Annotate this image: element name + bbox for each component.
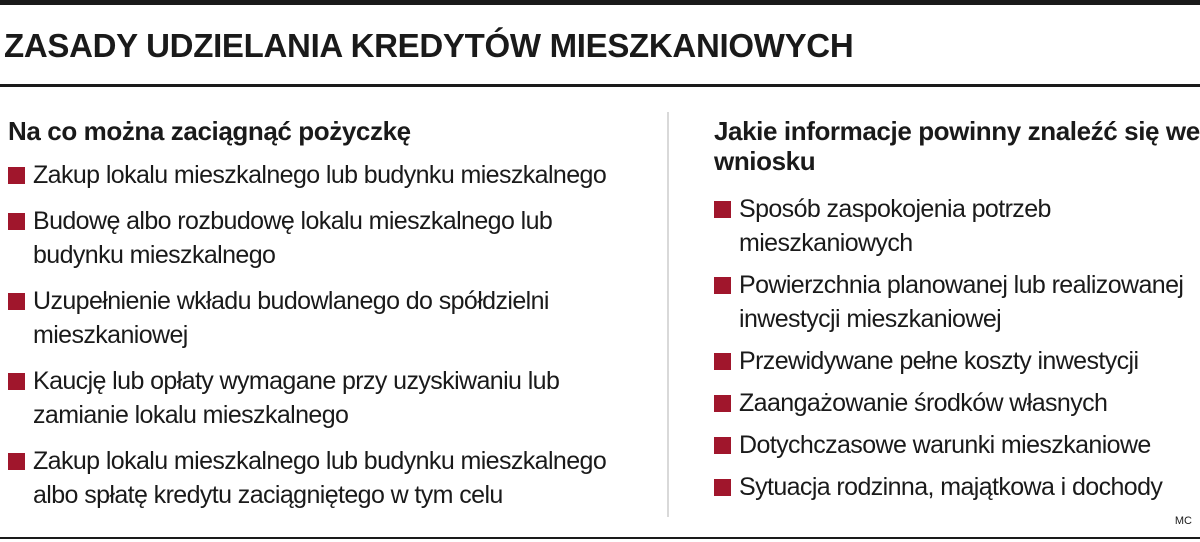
list-item (8, 284, 648, 352)
list-item (714, 428, 1200, 462)
list-item (714, 268, 1200, 336)
list-item-text: Zaangażowanie środków własnych (739, 389, 1108, 417)
title-rule (0, 84, 1200, 87)
author-credit: MC (1174, 515, 1192, 527)
list-item-text: Przewidywane pełne koszty inwestycji (739, 347, 1139, 375)
square-bullet-icon (8, 373, 25, 390)
left-column (8, 116, 648, 524)
square-bullet-icon (714, 201, 731, 218)
right-column-heading: Jakie informacje powinny znaleźć się we wniosku (714, 116, 1200, 176)
list-item-text: Powierzchnia planowanej lub realizowanej inwestycji mieszkaniowej (739, 271, 1184, 333)
list-item (8, 444, 648, 512)
list-item-text: Uzupełnienie wkładu budowlanego do spółdzielni mieszkaniowej (33, 287, 549, 349)
square-bullet-icon (8, 293, 25, 310)
list-item-text: Budowę albo rozbudowę lokalu mieszkalnego lub budynku mieszkalnego (33, 207, 553, 269)
square-bullet-icon (8, 167, 25, 184)
list-item (714, 344, 1200, 378)
bottom-rule (0, 537, 1200, 539)
square-bullet-icon (714, 437, 731, 454)
column-divider (667, 112, 669, 517)
left-item-list (8, 158, 648, 512)
list-item-text: Dotychczasowe warunki mieszkaniowe (739, 431, 1151, 459)
list-item (714, 470, 1200, 504)
infographic-title: ZASADY UDZIELANIA KREDYTÓW MIESZKANIOWYCH (4, 27, 854, 64)
list-item (8, 204, 648, 272)
list-item (714, 386, 1200, 420)
square-bullet-icon (8, 453, 25, 470)
list-item-text: Sposób zaspokojenia potrzeb mieszkaniowych (739, 195, 1051, 257)
left-column-heading: Na co można zaciągnąć pożyczkę (8, 116, 411, 146)
top-rule (0, 0, 1200, 5)
list-item-text: Kaucję lub opłaty wymagane przy uzyskiwaniu lub zamianie lokalu mieszkalnego (33, 367, 560, 429)
square-bullet-icon (714, 353, 731, 370)
square-bullet-icon (714, 277, 731, 294)
square-bullet-icon (714, 395, 731, 412)
square-bullet-icon (714, 479, 731, 496)
right-column (714, 116, 1200, 512)
list-item-text: Zakup lokalu mieszkalnego lub budynku mieszkalnego albo spłatę kredytu zaciągniętego w tym celu (33, 447, 607, 509)
list-item (8, 364, 648, 432)
list-item-text: Zakup lokalu mieszkalnego lub budynku mieszkalnego (33, 161, 607, 189)
list-item (714, 192, 1200, 260)
list-item (8, 158, 648, 192)
right-item-list (714, 192, 1200, 504)
list-item-text: Sytuacja rodzinna, majątkowa i dochody (739, 473, 1163, 501)
square-bullet-icon (8, 213, 25, 230)
